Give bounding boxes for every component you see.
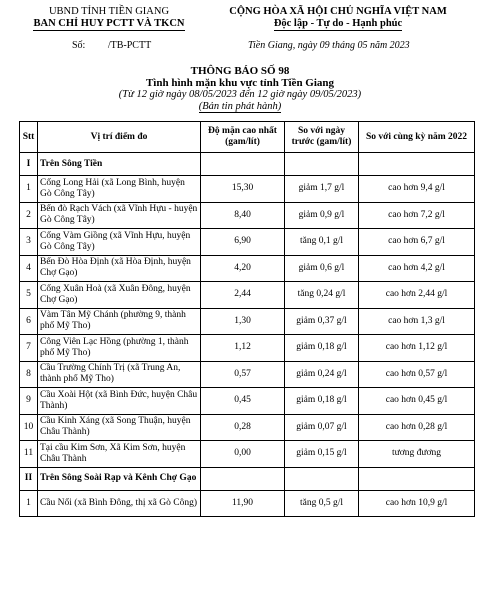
section-title: Trên Sông Tiền xyxy=(38,153,201,176)
row-vs-prev-day: giảm 0,18 g/l xyxy=(285,335,359,362)
row-max-salinity: 8,40 xyxy=(201,202,285,229)
row-max-salinity: 0,28 xyxy=(201,414,285,441)
row-vs-prev-day: giảm 0,24 g/l xyxy=(285,361,359,388)
row-location: Bến đò Rạch Vách (xã Vĩnh Hựu - huyện Gò Công Tây) xyxy=(38,202,201,229)
row-stt: 5 xyxy=(20,282,38,309)
row-vs-same-period: cao hơn 1,3 g/l xyxy=(359,308,475,335)
row-stt: 6 xyxy=(20,308,38,335)
table-row xyxy=(20,202,475,229)
row-vs-prev-day: giảm 0,07 g/l xyxy=(285,414,359,441)
row-location: Cầu Trường Chính Trị (xã Trung An, thành phố Mỹ Tho) xyxy=(38,361,201,388)
row-max-salinity: 0,00 xyxy=(201,441,285,468)
document-number xyxy=(72,40,151,51)
row-stt: 1 xyxy=(20,490,38,517)
table-row xyxy=(20,388,475,415)
row-stt: 4 xyxy=(20,255,38,282)
row-max-salinity: 6,90 xyxy=(201,229,285,256)
row-location: Cầu Xoài Hột (xã Bình Đức, huyện Châu Thành) xyxy=(38,388,201,415)
row-location: Cống Long Hải (xã Long Bình, huyện Gò Công Tây) xyxy=(38,176,201,203)
row-vs-same-period: tương đương xyxy=(359,441,475,468)
row-max-salinity: 4,20 xyxy=(201,255,285,282)
row-vs-prev-day: tăng 0,1 g/l xyxy=(285,229,359,256)
row-stt: 9 xyxy=(20,388,38,415)
col-vs-prev-day: So với ngày trước (gam/lít) xyxy=(285,122,359,153)
row-location: Cống Vàm Giồng (xã Vĩnh Hựu, huyện Gò Công Tây) xyxy=(38,229,201,256)
row-vs-same-period: cao hơn 0,45 g/l xyxy=(359,388,475,415)
row-vs-same-period: cao hơn 0,28 g/l xyxy=(359,414,475,441)
row-vs-prev-day: giảm 0,9 g/l xyxy=(285,202,359,229)
row-stt: 3 xyxy=(20,229,38,256)
notice-title-block xyxy=(0,66,480,113)
row-max-salinity: 0,57 xyxy=(201,361,285,388)
row-stt: 2 xyxy=(20,202,38,229)
row-max-salinity: 11,90 xyxy=(201,490,285,517)
row-vs-prev-day: giảm 0,18 g/l xyxy=(285,388,359,415)
row-vs-same-period: cao hơn 0,57 g/l xyxy=(359,361,475,388)
col-vs-same-period: So với cùng kỳ năm 2022 xyxy=(359,122,475,153)
row-location: Cống Xuân Hoà (xã Xuân Đông, huyện Chợ Gạo) xyxy=(38,282,201,309)
motto: Độc lập - Tự do - Hạnh phúc xyxy=(273,18,403,29)
row-vs-prev-day: giảm 0,15 g/l xyxy=(285,441,359,468)
row-vs-same-period: cao hơn 6,7 g/l xyxy=(359,229,475,256)
issuing-agency: BAN CHỈ HUY PCTT VÀ TKCN xyxy=(33,18,185,29)
notice-period: (Từ 12 giờ ngày 08/05/2023 đến 12 giờ ngày 09/05/2023) xyxy=(118,89,362,100)
number-value: /TB-PCTT xyxy=(107,40,152,51)
row-stt: 10 xyxy=(20,414,38,441)
national-motto-block xyxy=(200,6,476,31)
table-row xyxy=(20,282,475,309)
salinity-table xyxy=(19,121,475,517)
issue-date: Tiền Giang, ngày 09 tháng 05 năm 2023 xyxy=(248,40,410,51)
notice-subject: Tình hình mặn khu vực tỉnh Tiền Giang xyxy=(145,76,335,89)
row-location: Vàm Tân Mỹ Chánh (phường 9, thành phố Mỹ Tho) xyxy=(38,308,201,335)
table-row xyxy=(20,361,475,388)
table-row xyxy=(20,308,475,335)
row-vs-same-period: cao hơn 10,9 g/l xyxy=(359,490,475,517)
row-vs-prev-day: giảm 0,37 g/l xyxy=(285,308,359,335)
issuer-block xyxy=(4,6,214,31)
section-title: Trên Sông Soài Rạp và Kênh Chợ Gạo xyxy=(38,467,201,490)
row-max-salinity: 15,30 xyxy=(201,176,285,203)
row-max-salinity: 2,44 xyxy=(201,282,285,309)
number-label: Số: xyxy=(72,40,86,51)
row-max-salinity: 1,30 xyxy=(201,308,285,335)
row-location: Bến Đò Hòa Định (xã Hòa Định, huyện Chợ Gạo) xyxy=(38,255,201,282)
table-row xyxy=(20,414,475,441)
table-header-row xyxy=(20,122,475,153)
section-row xyxy=(20,153,475,176)
row-vs-prev-day: giảm 1,7 g/l xyxy=(285,176,359,203)
row-stt: 7 xyxy=(20,335,38,362)
table-row xyxy=(20,229,475,256)
table-row xyxy=(20,335,475,362)
col-location: Vị trí điểm đo xyxy=(38,122,201,153)
row-vs-same-period: cao hơn 9,4 g/l xyxy=(359,176,475,203)
col-max-salinity: Độ mặn cao nhất (gam/lít) xyxy=(201,122,285,153)
notice-number: THÔNG BÁO SỐ 98 xyxy=(190,65,290,77)
row-location: Cầu Kinh Xáng (xã Song Thuận, huyện Châu Thành) xyxy=(38,414,201,441)
section-row xyxy=(20,467,475,490)
col-stt: Stt xyxy=(20,122,38,153)
row-vs-prev-day: tăng 0,5 g/l xyxy=(285,490,359,517)
country-name: CỘNG HÒA XÃ HỘI CHỦ NGHĨA VIỆT NAM xyxy=(229,6,447,17)
row-location: Tại cầu Kim Sơn, Xã Kim Sơn, huyện Châu Thành xyxy=(38,441,201,468)
table-row xyxy=(20,490,475,517)
province-committee: UBND TỈNH TIỀN GIANG xyxy=(48,6,170,17)
row-location: Công Viên Lạc Hồng (phường 1, thành phố Mỹ Tho) xyxy=(38,335,201,362)
table-row xyxy=(20,176,475,203)
row-max-salinity: 1,12 xyxy=(201,335,285,362)
row-vs-same-period: cao hơn 4,2 g/l xyxy=(359,255,475,282)
row-max-salinity: 0,45 xyxy=(201,388,285,415)
row-location: Cầu Nổi (xã Bình Đông, thị xã Gò Công) xyxy=(38,490,201,517)
row-vs-same-period: cao hơn 1,12 g/l xyxy=(359,335,475,362)
row-vs-same-period: cao hơn 2,44 g/l xyxy=(359,282,475,309)
table-row xyxy=(20,255,475,282)
row-stt: 11 xyxy=(20,441,38,468)
row-vs-same-period: cao hơn 7,2 g/l xyxy=(359,202,475,229)
row-vs-prev-day: giảm 0,6 g/l xyxy=(285,255,359,282)
table-row xyxy=(20,441,475,468)
section-number: I xyxy=(20,153,38,176)
section-number: II xyxy=(20,467,38,490)
row-vs-prev-day: tăng 0,24 g/l xyxy=(285,282,359,309)
row-stt: 1 xyxy=(20,176,38,203)
release-note: (Bản tin phát hành) xyxy=(198,100,282,112)
row-stt: 8 xyxy=(20,361,38,388)
